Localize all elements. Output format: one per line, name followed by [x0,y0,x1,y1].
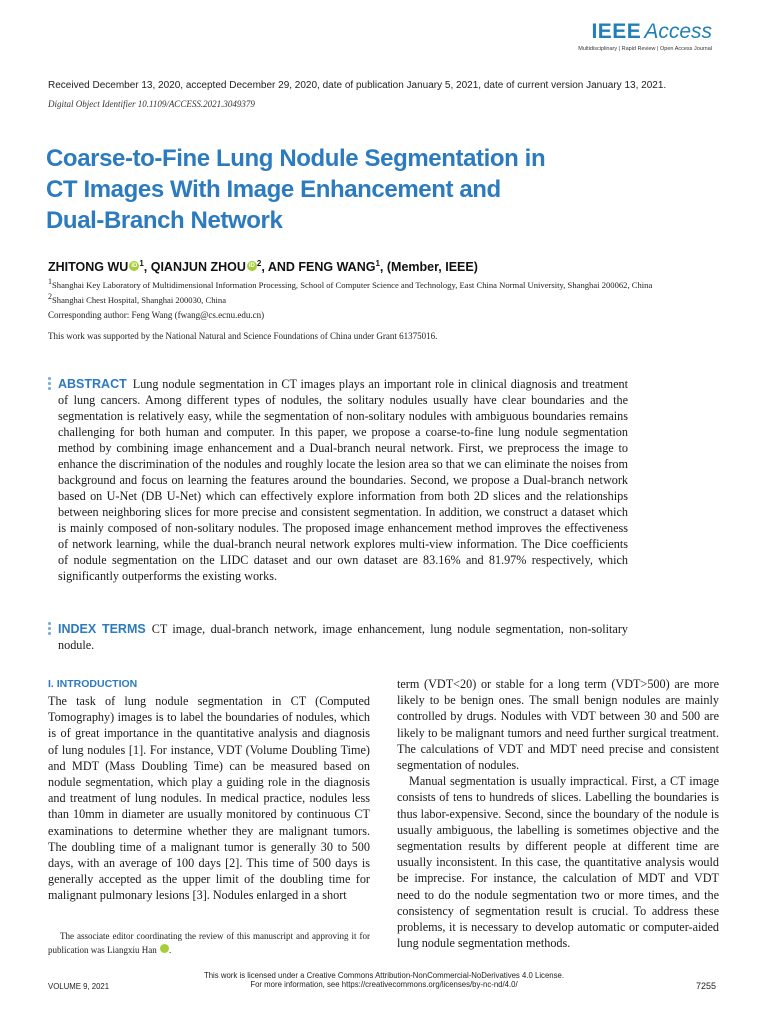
author-name: AND FENG WANG [267,260,376,275]
affiliations [48,276,678,306]
editor-footnote: The associate editor coordinating the review of this manuscript and approving it for publication was Liangxiu Han iD. [48,931,370,955]
section-heading: I. INTRODUCTION [48,678,138,690]
index-terms-text: CT image, dual-branch network, image enhancement, lung nodule segmentation, non-solitary nodule. [58,622,628,652]
logo-brand: IEEE [591,20,642,43]
received-dates: Received December 13, 2020, accepted December 29, 2020, date of publication January 5, 2021, date of current version January 13, 2021. [48,80,667,91]
doi: Digital Object Identifier 10.1109/ACCESS.2021.3049379 [48,99,255,109]
license-link[interactable]: For more information, see https://creativecommons.org/licenses/by-nc-nd/4.0/ [250,980,518,989]
affiliation-2 [48,291,678,306]
body-paragraph: The task of lung nodule segmentation in CT (Computed Tomography) images is to label the boundaries of nodules, which is of great importance in the quantitative analysis and diagnosis of lung nodules [1]. For instance, VDT (Volume Doubling Time) and MDT (Mass Doubling Time) can be measured based on nodule segmentation, which play a guiding role in the diagnosis and treatment of lung nodules. In medical practice, nodules less than 10mm in diameter are usually monitored by continuous CT examinations to determine whether they are malignant tumors. The doubling time of a malignant tumor is generally 30 to 500 days, with an average of 100 days [2]. This time of 500 days is generally accepted as the upper limit of the doubling time for malignant pulmonary lesions [3]. Nodules enlarged in a short [48,694,370,903]
page-number: 7255 [695,981,716,991]
journal-logo [552,20,712,58]
author-affiliation-mark: 1 [139,259,144,268]
corresponding-author: Corresponding author: Feng Wang (fwang@cs.ecnu.edu.cn) [48,310,265,320]
affiliation-mark: 2 [48,291,52,301]
abstract-marker-icon [48,377,52,392]
title-line: Dual-Branch Network [46,207,283,234]
body-column-right [397,676,719,951]
index-terms [58,621,628,653]
license-line: This work is licensed under a Creative Commons Attribution-NonCommercial-NoDerivatives 4.0 License. [203,971,565,980]
index-terms-marker-icon [48,622,52,637]
abstract-text: Lung nodule segmentation in CT images plays an important role in clinical diagnosis and treatment of lung cancers. Among different types of nodules, the solitary nodules usually have clear boundaries and the segmentation is relatively easy, while the segmentation of non-solitary nodules with ambiguous boundaries remains challenging for both human and computer. In this paper, we propose a coarse-to-fine lung nodule segmentation method by combining image enhancement and a Dual-branch neural network. First, we preprocess the image to enhance the discrimination of the nodules and roughly locate the lesion area so that we can eliminate the noises from background and focus on learning the features around the boundaries. Second, we propose a Dual-branch network based on U-Net (DB U-Net) which can effectively explore information from both 2D slices and the relationships between neighboring slices for more precise and consistent segmentation. In addition, we construct a dataset which is mainly composed of non-solitary nodules. The proposed image enhancement method improves the effectiveness of network learning, while the dual-branch neural network explores multi-view information. The Dice coefficients of nodule segmentation on the LIDC dataset and our own dataset are 83.16% and 81.97% respectively, which significantly outperforms the existing works. [58,377,628,583]
title-line: Coarse-to-Fine Lung Nodule Segmentation in [46,145,546,172]
author-name: ZHITONG WU [48,260,129,275]
affiliation-1 [48,276,678,291]
funding-note: This work was supported by the National Natural and Science Foundations of China under Grant 61375016. [48,331,438,341]
footnote-text: The associate editor coordinating the review of this manuscript and approving it for publication was Liangxiu Han [48,931,370,955]
affiliation-text: Shanghai Chest Hospital, Shanghai 200030, China [52,294,227,305]
orcid-icon[interactable]: iD [131,263,138,270]
affiliation-mark: 1 [48,277,52,286]
body-paragraph: Manual segmentation is usually impractical. First, a CT image consists of tens to hundreds of slices. Labelling the boundaries is thus labor-expensive. Second, since the boundary of the nodule is usually ambiguous, the labelling is sometimes objective and the segmentation results by different people at different time are usually inconsistent. In this case, the quantitative analysis would be imprecise. For instance, the calculation of MDT and VDT need to do the nodule segmentation two or more times, and the consistency of segmentation result is crucial. To address these problems, it is necessary to develop automatic or computer-aided lung nodule segmentation methods. [397,774,719,951]
logo-name: Access [644,20,712,43]
author-name: QIANJUN ZHOU [150,260,246,275]
author-list: ZHITONG WU iD $^1$, QIANJUN ZHOU iD $^2$, AND FENG WANG$^1$, (Member, IEEE) [48,259,478,275]
orcid-icon[interactable]: iD [160,944,169,953]
affiliation-text: Shanghai Key Laboratory of Multidimensional Information Processing, School of Computer Science and Technology, East China Normal University, Shanghai 200062, China [52,279,653,290]
author-membership: , (Member, IEEE) [379,260,478,275]
paper-title [46,143,686,236]
logo-tagline: Multidisciplinary | Rapid Review | Open Access Journal [578,46,712,52]
author-affiliation-mark: 2 [256,259,262,268]
abstract-label: ABSTRACT [58,377,127,391]
title-line: CT Images With Image Enhancement and [46,176,501,203]
volume-label: VOLUME 9, 2021 [48,982,110,991]
orcid-icon[interactable]: iD [248,263,255,270]
body-paragraph: term (VDT<20) or stable for a long term (VDT>500) are more likely to be benign ones. The small benign nodules are mainly controlled by drugs. Nodules with VDT between 30 and 500 are likely to be malignant tumors and need further surgical treatment. The calculations of VDT and MDT need precise and consistent segmentation of nodules. [397,677,719,773]
index-terms-label: INDEX TERMS [58,622,146,636]
author-affiliation-mark: 1 [375,259,380,268]
body-column-left [48,676,370,904]
abstract [58,376,628,584]
license-notice [0,971,768,989]
